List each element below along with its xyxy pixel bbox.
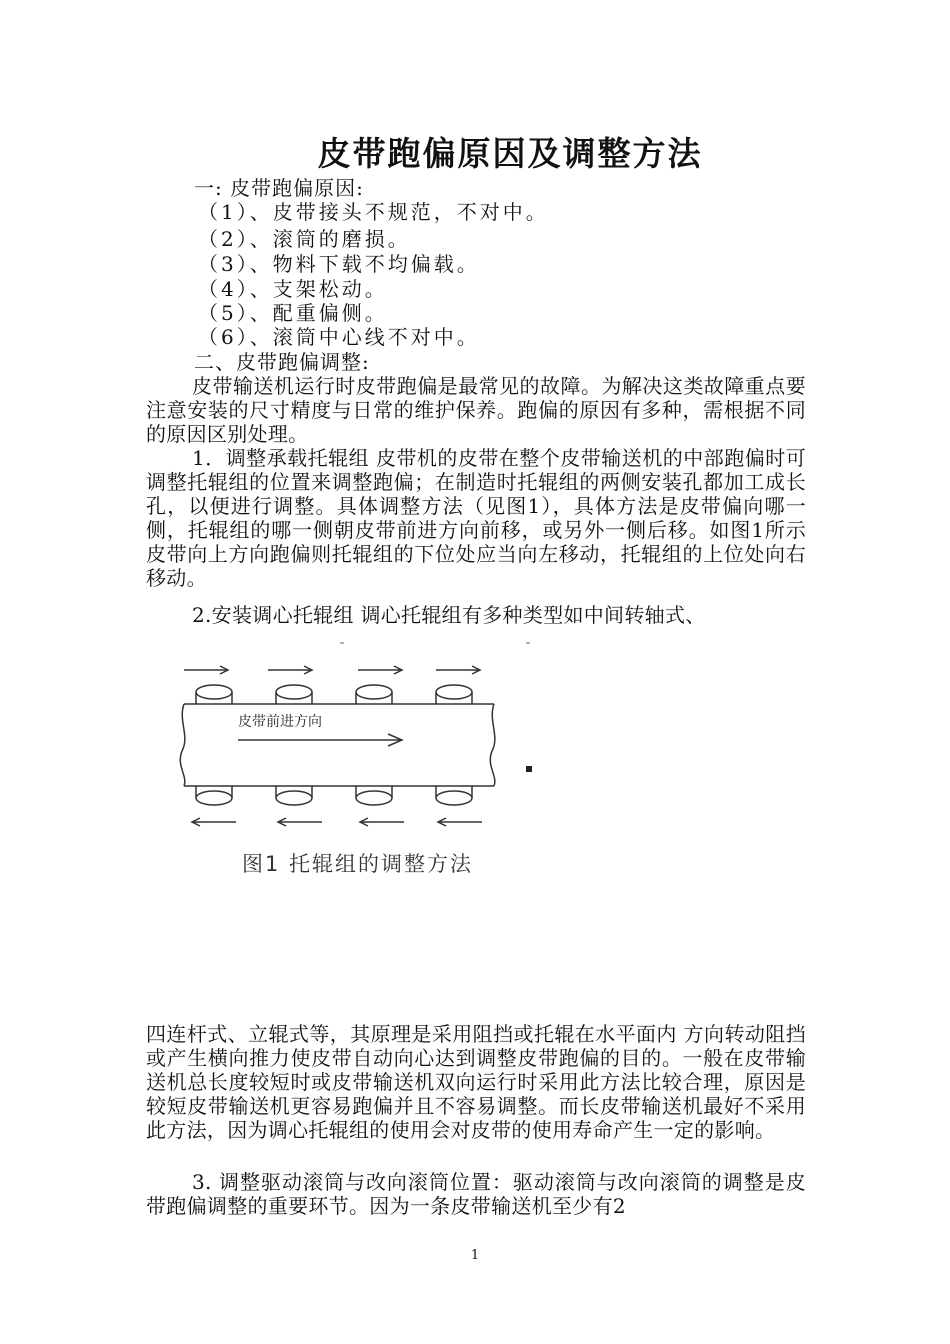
- list-item: （1）、皮带接头不规范，不对中。: [198, 200, 549, 224]
- list-item: （4）、支架松动。: [198, 277, 388, 301]
- section2-heading: 二、皮带跑偏调整:: [194, 350, 370, 374]
- bottom-arrows: [192, 818, 482, 826]
- belt-direction-label: 皮带前进方向: [238, 714, 322, 730]
- figure-mark: [526, 766, 532, 772]
- page-number: 1: [470, 1248, 480, 1263]
- list-item: （5）、配重偏侧。: [198, 301, 388, 325]
- paragraph-2-start: 2.安装调心托辊组 调心托辊组有多种类型如中间转轴式、: [192, 603, 706, 627]
- paragraph-3: 3. 调整驱动滚筒与改向滚筒位置：驱动滚筒与改向滚筒的调整是皮带跑偏调整的重要环节。因为一条皮带输送机至少有2: [146, 1170, 806, 1218]
- document-title: 皮带跑偏原因及调整方法: [317, 134, 703, 173]
- intro-paragraph: 皮带输送机运行时皮带跑偏是最常见的故障。为解决这类故障重点要注意安装的尺寸精度与日常的维护保养。跑偏的原因有多种，需根据不同的原因区别处理。: [146, 374, 806, 446]
- top-rollers: [196, 685, 472, 704]
- figure-caption: 图1 托辊组的调整方法: [242, 852, 474, 876]
- belt-direction-arrow: [238, 734, 402, 746]
- list-item: （2）、滚筒的磨损。: [198, 227, 411, 251]
- top-arrows: [184, 666, 480, 674]
- section1-heading: 一: 皮带跑偏原因:: [194, 176, 364, 200]
- belt: [180, 704, 495, 786]
- paragraph-1: 1．调整承载托辊组 皮带机的皮带在整个皮带输送机的中部跑偏时可调整托辊组的位置来调整跑偏；在制造时托辊组的两侧安装孔都加工成长孔，以便进行调整。具体调整方法（见图1），具体方法是皮带偏向哪一侧，托辊组的哪一侧朝皮带前进方向前移，或另外一侧后移。如图1所示皮带向上方向跑偏则托辊组的下位处应当向左移动，托辊组的上位处向右移动。: [146, 446, 806, 590]
- bottom-rollers: [196, 786, 472, 805]
- paragraph-2-continued: 四连杆式、立辊式等，其原理是采用阻挡或托辊在水平面内 方向转动阻挡或产生横向推力使皮带自动向心达到调整皮带跑偏的目的。一般在皮带输送机总长度较短时或皮带输送机双向运行时采用此方法比较合理，原因是较短皮带输送机更容易跑偏并且不容易调整。而长皮带输送机最好不采用此方法，因为调心托辊组的使用会对皮带的使用寿命产生一定的影响。: [146, 1022, 806, 1142]
- list-item: （3）、物料下载不均偏载。: [198, 252, 480, 276]
- list-item: （6）、滚筒中心线不对中。: [198, 325, 480, 349]
